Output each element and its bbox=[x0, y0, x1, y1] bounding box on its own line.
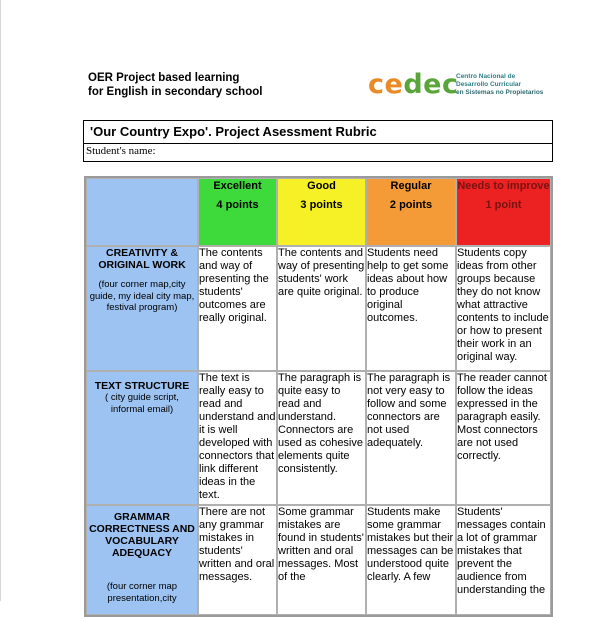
descriptor-regular: The paragraph is not very easy to follow and some connectors are not used adequately. bbox=[366, 371, 456, 505]
descriptor-regular: Students make some grammar mistakes but their messages can be understood quite clearly. A few bbox=[366, 505, 456, 615]
criterion-cell bbox=[86, 505, 198, 615]
descriptor-good: Some grammar mistakes are found in students' written and oral messages. Most of the bbox=[277, 505, 366, 615]
level-name: Needs to improve bbox=[457, 180, 550, 192]
level-header-excellent bbox=[198, 178, 277, 246]
project-title-line-1: OER Project based learning bbox=[88, 72, 240, 84]
descriptor-excellent: The contents and way of presenting the students' outcomes are really original. bbox=[198, 246, 277, 371]
document-left-edge bbox=[0, 0, 1, 601]
level-name: Good bbox=[307, 180, 336, 192]
criterion-name: GRAMMAR CORRECTNESS AND VOCABULARY ADEQUACY bbox=[89, 511, 195, 559]
descriptor-excellent: There are not any grammar mistakes in students' written and oral messages. bbox=[198, 505, 277, 615]
level-name: Excellent bbox=[213, 180, 262, 192]
student-name-field[interactable] bbox=[83, 143, 553, 162]
criterion-detail: (four corner map,city guide, my ideal city map, festival program) bbox=[89, 279, 195, 313]
rubric-title: 'Our Country Expo'. Project Asessment Rubric bbox=[90, 124, 377, 139]
descriptor-good: The contents and way of presenting students' work are quite original. bbox=[277, 246, 366, 371]
cedec-logo-subtitle bbox=[456, 73, 551, 97]
rubric-row-creativity bbox=[86, 246, 551, 371]
descriptor-needs-to-improve: Students' messages contain a lot of grammar mistakes that prevent the audience from understanding the bbox=[456, 505, 551, 615]
criterion-name: CREATIVITY & ORIGINAL WORK bbox=[98, 247, 186, 271]
level-header-good bbox=[277, 178, 366, 246]
level-points: 1 point bbox=[485, 199, 522, 211]
level-points: 3 points bbox=[300, 199, 343, 211]
descriptor-needs-to-improve: The reader cannot follow the ideas expressed in the paragraph easily. Most connectors are not used correctly. bbox=[456, 371, 551, 505]
level-name: Regular bbox=[390, 180, 432, 192]
descriptor-good: The paragraph is quite easy to read and understand. Connectors are used as cohesive elements quite consistently. bbox=[277, 371, 366, 505]
level-header-needs-to-improve bbox=[456, 178, 551, 246]
level-points: 2 points bbox=[389, 199, 433, 211]
rubric-table bbox=[84, 176, 553, 617]
logo-word-part-2: dec bbox=[403, 69, 459, 100]
descriptor-excellent: The text is really easy to read and understand and it is well developed with connectors that link different ideas in the text. bbox=[198, 371, 277, 505]
criterion-cell bbox=[86, 246, 198, 371]
criterion-detail: ( city guide script, informal email) bbox=[105, 392, 179, 415]
descriptor-needs-to-improve: Students copy ideas from other groups because they do not know what attractive contents to include or how to present their work in an original way. bbox=[456, 246, 551, 371]
rubric-title-box bbox=[83, 120, 553, 144]
logo-subtitle-line: Desarrollo Curricular bbox=[456, 81, 522, 88]
level-points: 4 points bbox=[216, 199, 259, 211]
rubric-corner-cell bbox=[86, 178, 198, 246]
logo-subtitle-line: Centro Nacional de bbox=[456, 73, 516, 80]
rubric-row-grammar bbox=[86, 505, 551, 615]
descriptor-regular: Students need help to get some ideas about how to produce original outcomes. bbox=[366, 246, 456, 371]
logo-subtitle-line: en Sistemas no Propietarios bbox=[456, 89, 544, 96]
criterion-cell bbox=[86, 371, 198, 505]
logo-word-part-1: ce bbox=[368, 69, 404, 100]
student-name-label: Student's name: bbox=[86, 145, 156, 157]
rubric-header-row bbox=[86, 178, 551, 246]
project-title-line-2: for English in secondary school bbox=[88, 86, 263, 98]
cedec-logo-wordmark bbox=[368, 70, 458, 100]
criterion-name: TEXT STRUCTURE bbox=[94, 380, 190, 392]
criterion-detail: (four corner map presentation,city bbox=[106, 581, 178, 604]
rubric-row-text-structure bbox=[86, 371, 551, 505]
level-header-regular bbox=[366, 178, 456, 246]
